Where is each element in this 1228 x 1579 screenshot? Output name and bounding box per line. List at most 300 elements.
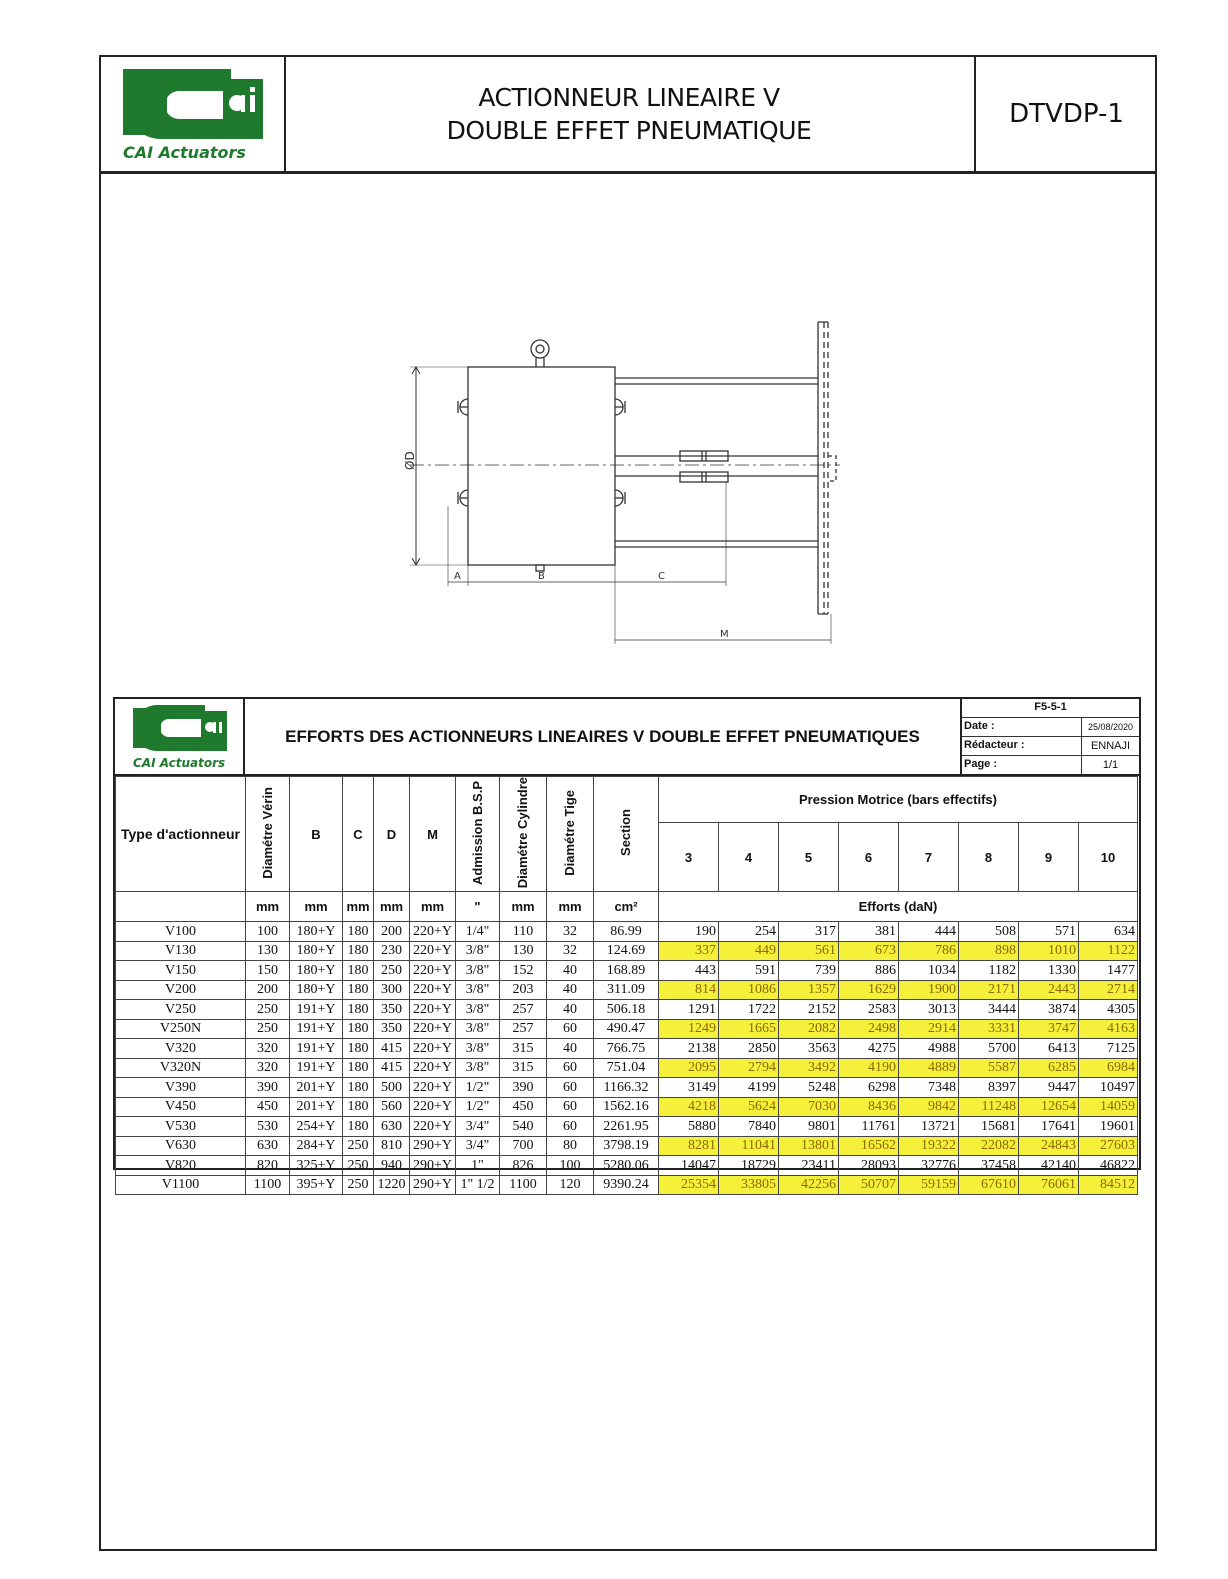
cell-dv: 100 [246, 922, 290, 942]
cell-force: 4190 [839, 1058, 899, 1078]
unit-row [116, 892, 1138, 922]
cell-force: 16562 [839, 1136, 899, 1156]
cell-adm: 3/8" [456, 1019, 500, 1039]
cell-force: 2171 [959, 980, 1019, 1000]
cell-tige: 60 [547, 1097, 594, 1117]
table-row [116, 1039, 1138, 1059]
col-admission-header: Admission B.S.P [456, 777, 500, 892]
cell-type: V530 [116, 1117, 246, 1137]
col-section-header: Section [594, 777, 659, 892]
unit-cell: " [456, 892, 500, 922]
cell-dv: 250 [246, 1019, 290, 1039]
cell-m: 220+Y [410, 1078, 456, 1098]
unit-cell: mm [410, 892, 456, 922]
cell-force: 4275 [839, 1039, 899, 1059]
cell-sec: 311.09 [594, 980, 659, 1000]
document-title [284, 57, 974, 171]
cell-type: V100 [116, 922, 246, 942]
cell-d: 350 [374, 1019, 410, 1039]
cell-type: V250N [116, 1019, 246, 1039]
title-line-2: DOUBLE EFFET PNEUMATIQUE [446, 116, 812, 145]
cell-tige: 40 [547, 961, 594, 981]
cell-sec: 1562.16 [594, 1097, 659, 1117]
cell-b: 191+Y [290, 1039, 343, 1059]
cell-force: 6285 [1019, 1058, 1079, 1078]
cell-tige: 100 [547, 1156, 594, 1176]
cell-force: 1722 [719, 1000, 779, 1020]
cell-force: 571 [1019, 922, 1079, 942]
cell-force: 9842 [899, 1097, 959, 1117]
cell-force: 42256 [779, 1175, 839, 1195]
cell-force: 8397 [959, 1078, 1019, 1098]
table-logo [115, 699, 245, 776]
cell-type: V1100 [116, 1175, 246, 1195]
col-m-header: M [410, 777, 456, 892]
cell-force: 1086 [719, 980, 779, 1000]
cell-force: 2794 [719, 1058, 779, 1078]
cell-c: 180 [343, 1039, 374, 1059]
cell-force: 11761 [839, 1117, 899, 1137]
cell-force: 28093 [839, 1156, 899, 1176]
cell-force: 42140 [1019, 1156, 1079, 1176]
cell-c: 180 [343, 1078, 374, 1098]
cai-logo [101, 57, 286, 171]
table-info-box [960, 699, 1139, 776]
cell-sec: 751.04 [594, 1058, 659, 1078]
cell-force: 1010 [1019, 941, 1079, 961]
cell-force: 8281 [659, 1136, 719, 1156]
cell-force: 46822 [1079, 1156, 1138, 1176]
unit-cell-empty [116, 892, 246, 922]
table-row [116, 1156, 1138, 1176]
cell-force: 2095 [659, 1058, 719, 1078]
cell-force: 886 [839, 961, 899, 981]
cell-b: 254+Y [290, 1117, 343, 1137]
cell-force: 444 [899, 922, 959, 942]
cell-force: 4988 [899, 1039, 959, 1059]
col-b-header: B [290, 777, 343, 892]
col-diam-tige-header: Diamétre Tige [547, 777, 594, 892]
cell-force: 4305 [1079, 1000, 1138, 1020]
pressure-header-cell: 4 [719, 822, 779, 891]
unit-cell: mm [290, 892, 343, 922]
cell-cyl: 130 [500, 941, 547, 961]
cell-force: 634 [1079, 922, 1138, 942]
cell-force: 7030 [779, 1097, 839, 1117]
cell-force: 190 [659, 922, 719, 942]
cell-force: 5880 [659, 1117, 719, 1137]
cell-cyl: 315 [500, 1058, 547, 1078]
cell-tige: 80 [547, 1136, 594, 1156]
cell-force: 11248 [959, 1097, 1019, 1117]
cell-cyl: 152 [500, 961, 547, 981]
cell-force: 3331 [959, 1019, 1019, 1039]
cell-tige: 40 [547, 1039, 594, 1059]
cell-force: 5248 [779, 1078, 839, 1098]
cell-d: 500 [374, 1078, 410, 1098]
cell-c: 180 [343, 1117, 374, 1137]
cell-c: 250 [343, 1136, 374, 1156]
cell-b: 191+Y [290, 1000, 343, 1020]
cell-force: 561 [779, 941, 839, 961]
cell-force: 4889 [899, 1058, 959, 1078]
cell-adm: 1" 1/2 [456, 1175, 500, 1195]
cell-dv: 130 [246, 941, 290, 961]
cell-force: 1330 [1019, 961, 1079, 981]
cell-b: 180+Y [290, 980, 343, 1000]
cell-force: 2714 [1079, 980, 1138, 1000]
cell-c: 180 [343, 980, 374, 1000]
cell-cyl: 390 [500, 1078, 547, 1098]
cell-force: 1291 [659, 1000, 719, 1020]
cell-d: 810 [374, 1136, 410, 1156]
cell-b: 284+Y [290, 1136, 343, 1156]
date-label: Date : [964, 720, 995, 732]
pressure-header-cell: 6 [839, 822, 899, 891]
cell-sec: 5280.06 [594, 1156, 659, 1176]
forces-table-block [113, 697, 1141, 1193]
cell-force: 2498 [839, 1019, 899, 1039]
cell-c: 180 [343, 961, 374, 981]
cell-cyl: 450 [500, 1097, 547, 1117]
unit-cell: mm [343, 892, 374, 922]
cell-force: 13721 [899, 1117, 959, 1137]
col-type-header: Type d'actionneur [116, 777, 246, 892]
cell-cyl: 203 [500, 980, 547, 1000]
cell-d: 415 [374, 1058, 410, 1078]
cell-c: 180 [343, 922, 374, 942]
cell-adm: 1/4" [456, 922, 500, 942]
cell-force: 15681 [959, 1117, 1019, 1137]
label-diameter: ØD [403, 451, 417, 470]
cell-b: 180+Y [290, 961, 343, 981]
cell-force: 1034 [899, 961, 959, 981]
cell-force: 1665 [719, 1019, 779, 1039]
cell-force: 3013 [899, 1000, 959, 1020]
cell-m: 220+Y [410, 961, 456, 981]
date-value: 25/08/2020 [1081, 718, 1139, 736]
cell-force: 7348 [899, 1078, 959, 1098]
cell-d: 250 [374, 961, 410, 981]
col-c-header: C [343, 777, 374, 892]
cell-m: 290+Y [410, 1136, 456, 1156]
cell-force: 2443 [1019, 980, 1079, 1000]
cell-cyl: 826 [500, 1156, 547, 1176]
cell-type: V390 [116, 1078, 246, 1098]
cell-force: 5624 [719, 1097, 779, 1117]
cell-tige: 60 [547, 1117, 594, 1137]
label-b: B [538, 571, 545, 582]
cell-force: 443 [659, 961, 719, 981]
cell-force: 1629 [839, 980, 899, 1000]
cell-cyl: 700 [500, 1136, 547, 1156]
cell-force: 3149 [659, 1078, 719, 1098]
cell-force: 7125 [1079, 1039, 1138, 1059]
cell-adm: 3/4" [456, 1117, 500, 1137]
cell-dv: 150 [246, 961, 290, 981]
cell-type: V320 [116, 1039, 246, 1059]
cell-c: 180 [343, 1058, 374, 1078]
cell-force: 11041 [719, 1136, 779, 1156]
cell-type: V820 [116, 1156, 246, 1176]
cell-force: 2138 [659, 1039, 719, 1059]
cell-force: 33805 [719, 1175, 779, 1195]
cell-force: 9801 [779, 1117, 839, 1137]
cell-tige: 32 [547, 941, 594, 961]
cell-force: 3444 [959, 1000, 1019, 1020]
cell-force: 1249 [659, 1019, 719, 1039]
cell-force: 4199 [719, 1078, 779, 1098]
cell-force: 814 [659, 980, 719, 1000]
pressure-header-cell: 5 [779, 822, 839, 891]
cell-sec: 86.99 [594, 922, 659, 942]
cell-tige: 60 [547, 1058, 594, 1078]
cell-tige: 120 [547, 1175, 594, 1195]
cell-force: 32776 [899, 1156, 959, 1176]
cell-force: 17641 [1019, 1117, 1079, 1137]
cell-force: 6298 [839, 1078, 899, 1098]
pressure-header-cell: 10 [1079, 822, 1138, 891]
cell-sec: 506.18 [594, 1000, 659, 1020]
cell-m: 220+Y [410, 1039, 456, 1059]
cell-force: 37458 [959, 1156, 1019, 1176]
cell-dv: 1100 [246, 1175, 290, 1195]
cell-force: 1122 [1079, 941, 1138, 961]
document-header [101, 57, 1155, 174]
cell-b: 180+Y [290, 922, 343, 942]
table-row [116, 941, 1138, 961]
cell-force: 5587 [959, 1058, 1019, 1078]
document-code: DTVDP-1 [974, 57, 1157, 171]
cell-dv: 450 [246, 1097, 290, 1117]
forces-table [115, 776, 1138, 1195]
cell-sec: 3798.19 [594, 1136, 659, 1156]
cell-d: 300 [374, 980, 410, 1000]
cell-m: 220+Y [410, 1058, 456, 1078]
cell-force: 3747 [1019, 1019, 1079, 1039]
cell-adm: 3/8" [456, 1000, 500, 1020]
cell-force: 59159 [899, 1175, 959, 1195]
cell-force: 27603 [1079, 1136, 1138, 1156]
cell-force: 4163 [1079, 1019, 1138, 1039]
cell-adm: 1/2" [456, 1078, 500, 1098]
table-row [116, 1058, 1138, 1078]
cell-b: 191+Y [290, 1058, 343, 1078]
cell-force: 19601 [1079, 1117, 1138, 1137]
cell-d: 200 [374, 922, 410, 942]
cell-dv: 820 [246, 1156, 290, 1176]
pressure-header-cell: 8 [959, 822, 1019, 891]
cell-type: V450 [116, 1097, 246, 1117]
cell-type: V200 [116, 980, 246, 1000]
cell-m: 220+Y [410, 980, 456, 1000]
cell-m: 290+Y [410, 1156, 456, 1176]
cell-adm: 3/8" [456, 1058, 500, 1078]
cell-d: 415 [374, 1039, 410, 1059]
cell-cyl: 257 [500, 1019, 547, 1039]
cell-b: 201+Y [290, 1078, 343, 1098]
unit-cell: mm [547, 892, 594, 922]
actuator-drawing [390, 314, 850, 654]
cell-force: 4218 [659, 1097, 719, 1117]
cell-m: 220+Y [410, 1000, 456, 1020]
pression-header: Pression Motrice (bars effectifs) [659, 777, 1138, 823]
cell-adm: 1" [456, 1156, 500, 1176]
cell-type: V250 [116, 1000, 246, 1020]
cell-b: 325+Y [290, 1156, 343, 1176]
cell-force: 14047 [659, 1156, 719, 1176]
cell-force: 591 [719, 961, 779, 981]
table-row [116, 1019, 1138, 1039]
cell-force: 898 [959, 941, 1019, 961]
cell-adm: 3/8" [456, 961, 500, 981]
cell-dv: 630 [246, 1136, 290, 1156]
pressure-header-cell: 9 [1019, 822, 1079, 891]
cell-force: 2914 [899, 1019, 959, 1039]
cell-cyl: 1100 [500, 1175, 547, 1195]
cell-adm: 3/8" [456, 980, 500, 1000]
cell-c: 180 [343, 1097, 374, 1117]
table-row [116, 1175, 1138, 1195]
cell-force: 337 [659, 941, 719, 961]
cell-force: 76061 [1019, 1175, 1079, 1195]
cell-dv: 200 [246, 980, 290, 1000]
table-row [116, 961, 1138, 981]
cell-force: 381 [839, 922, 899, 942]
cell-c: 180 [343, 1019, 374, 1039]
cell-cyl: 257 [500, 1000, 547, 1020]
cell-force: 254 [719, 922, 779, 942]
table-row [116, 980, 1138, 1000]
cell-force: 2850 [719, 1039, 779, 1059]
cell-force: 24843 [1019, 1136, 1079, 1156]
cell-d: 350 [374, 1000, 410, 1020]
table-row [116, 922, 1138, 942]
label-m: M [720, 629, 729, 640]
cell-force: 3492 [779, 1058, 839, 1078]
cell-force: 3563 [779, 1039, 839, 1059]
cell-force: 50707 [839, 1175, 899, 1195]
efforts-header: Efforts (daN) [659, 892, 1138, 922]
table-title: EFFORTS DES ACTIONNEURS LINEAIRES V DOUBLE EFFET PNEUMATIQUES [245, 699, 960, 776]
cell-m: 220+Y [410, 1117, 456, 1137]
cell-type: V130 [116, 941, 246, 961]
label-a: A [454, 571, 461, 582]
cell-b: 201+Y [290, 1097, 343, 1117]
page-value: 1/1 [1081, 756, 1139, 775]
cell-sec: 490.47 [594, 1019, 659, 1039]
cell-m: 220+Y [410, 941, 456, 961]
cell-type: V150 [116, 961, 246, 981]
cell-m: 220+Y [410, 922, 456, 942]
cell-force: 1357 [779, 980, 839, 1000]
cell-force: 9447 [1019, 1078, 1079, 1098]
cell-force: 10497 [1079, 1078, 1138, 1098]
redacteur-value: ENNAJI [1081, 737, 1139, 755]
cell-force: 1477 [1079, 961, 1138, 981]
forces-body [116, 922, 1138, 1195]
table-brand-name: CAI Actuators [133, 756, 226, 770]
table-row [116, 1078, 1138, 1098]
cell-force: 12654 [1019, 1097, 1079, 1117]
cell-adm: 3/4" [456, 1136, 500, 1156]
cell-force: 1182 [959, 961, 1019, 981]
cell-c: 180 [343, 941, 374, 961]
cell-dv: 320 [246, 1058, 290, 1078]
cell-c: 250 [343, 1175, 374, 1195]
cell-type: V630 [116, 1136, 246, 1156]
cell-sec: 766.75 [594, 1039, 659, 1059]
col-diam-verin-header: Diamétre Vérin [246, 777, 290, 892]
pressure-header-cell: 7 [899, 822, 959, 891]
cell-b: 180+Y [290, 941, 343, 961]
cell-force: 6984 [1079, 1058, 1138, 1078]
cell-force: 25354 [659, 1175, 719, 1195]
cell-m: 220+Y [410, 1097, 456, 1117]
cell-force: 84512 [1079, 1175, 1138, 1195]
cell-force: 2583 [839, 1000, 899, 1020]
cell-force: 18729 [719, 1156, 779, 1176]
cell-adm: 1/2" [456, 1097, 500, 1117]
cell-force: 23411 [779, 1156, 839, 1176]
cell-type: V320N [116, 1058, 246, 1078]
cell-m: 220+Y [410, 1019, 456, 1039]
cell-force: 7840 [719, 1117, 779, 1137]
label-c: C [658, 571, 665, 582]
cell-force: 5700 [959, 1039, 1019, 1059]
cell-force: 2082 [779, 1019, 839, 1039]
cell-d: 560 [374, 1097, 410, 1117]
unit-cell: mm [374, 892, 410, 922]
cell-b: 191+Y [290, 1019, 343, 1039]
cell-force: 508 [959, 922, 1019, 942]
cell-tige: 32 [547, 922, 594, 942]
cell-force: 673 [839, 941, 899, 961]
cell-cyl: 110 [500, 922, 547, 942]
cell-force: 14059 [1079, 1097, 1138, 1117]
cell-dv: 250 [246, 1000, 290, 1020]
cell-force: 13801 [779, 1136, 839, 1156]
cell-sec: 168.89 [594, 961, 659, 981]
brand-name: CAI Actuators [123, 143, 246, 162]
cell-tige: 40 [547, 1000, 594, 1020]
cell-c: 180 [343, 1000, 374, 1020]
cell-force: 786 [899, 941, 959, 961]
cell-tige: 60 [547, 1019, 594, 1039]
table-row [116, 1117, 1138, 1137]
table-row [116, 1097, 1138, 1117]
cell-d: 940 [374, 1156, 410, 1176]
cell-force: 19322 [899, 1136, 959, 1156]
cell-adm: 3/8" [456, 1039, 500, 1059]
title-line-1: ACTIONNEUR LINEAIRE V [478, 83, 780, 112]
cell-sec: 124.69 [594, 941, 659, 961]
col-diam-cyl-header: Diamétre Cylindre [500, 777, 547, 892]
col-d-header: D [374, 777, 410, 892]
cell-adm: 3/8" [456, 941, 500, 961]
unit-cell: mm [500, 892, 547, 922]
unit-cell: mm [246, 892, 290, 922]
cell-force: 2152 [779, 1000, 839, 1020]
cell-force: 8436 [839, 1097, 899, 1117]
cell-force: 1900 [899, 980, 959, 1000]
cell-force: 67610 [959, 1175, 1019, 1195]
cell-d: 230 [374, 941, 410, 961]
cell-force: 22082 [959, 1136, 1019, 1156]
pressure-header-cell: 3 [659, 822, 719, 891]
table-row [116, 1136, 1138, 1156]
table-row [116, 1000, 1138, 1020]
